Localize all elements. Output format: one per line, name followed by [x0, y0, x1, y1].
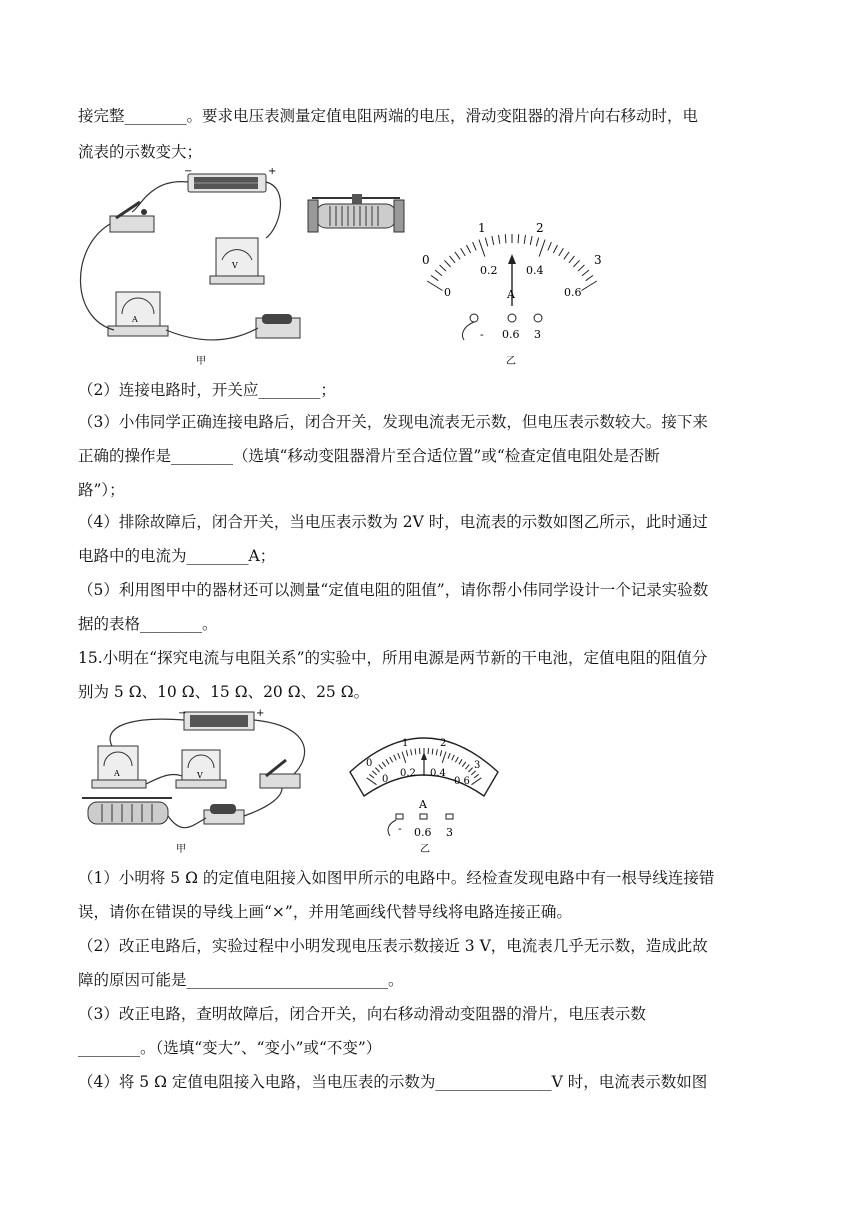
m1-terminal: 3 — [534, 328, 541, 341]
dial-tick — [467, 245, 471, 253]
dial-tick — [574, 260, 580, 267]
q14-sub5-line-2: 据的表格________。 — [78, 615, 218, 633]
ammeter-icon — [92, 746, 146, 788]
dial-tick — [440, 265, 447, 271]
ammeter-icon — [108, 292, 168, 336]
m1-upper-label: 3 — [594, 253, 602, 267]
dial-tick — [569, 256, 575, 263]
svg-text:+: + — [256, 708, 265, 719]
m1-unit: A — [507, 288, 515, 301]
q14-circuit-figure — [70, 168, 310, 368]
m2-terminal: 0.6 — [414, 826, 432, 839]
q14-sub4-line-1: （4）排除故障后，闭合开关，当电压表示数为 2V 时，电流表的示数如图乙所示，此时通过 — [78, 513, 708, 531]
q15-text-line-2: 别为 5 Ω、10 Ω、15 Ω、20 Ω、25 Ω。 — [78, 683, 370, 701]
dial-tick — [582, 281, 597, 291]
dial-tick — [524, 235, 525, 244]
m2-unit: A — [419, 798, 427, 811]
m2-lower-label: 0.6 — [454, 776, 470, 787]
svg-text:+: + — [268, 168, 277, 177]
svg-text:−: − — [184, 168, 193, 177]
fig-jia-label: 甲 — [196, 356, 206, 367]
voltmeter-icon — [210, 238, 264, 284]
dial-tick — [492, 236, 494, 245]
m1-lower-label: 0.2 — [480, 264, 498, 277]
m2-lower-label: 0.4 — [430, 768, 446, 779]
q15-sub2-line-1: （2）改正电路后，实验过程中小明发现电压表示数接近 3 V，电流表几乎无示数，造成此故 — [78, 937, 708, 955]
m1-terminal: 0.6 — [502, 328, 520, 341]
dial-tick — [539, 240, 545, 257]
rheostat-figure — [302, 192, 412, 242]
dial-tick — [479, 240, 485, 257]
svg-text:V: V — [197, 771, 203, 780]
dial-tick — [444, 260, 450, 267]
dial-tick — [530, 236, 532, 245]
q14-text-line-1: 接完整________。要求电压表测量定值电阻两端的电压，滑动变阻器的滑片向右移动时，电 — [78, 107, 699, 125]
m2-terminal: 3 — [446, 826, 453, 839]
resistor-icon — [256, 314, 300, 338]
q14-sub5-line-1: （5）利用图甲中的器材还可以测量“定值电阻的阻值”，请你帮小伟同学设计一个记录实验数 — [78, 581, 709, 599]
q15-sub1-line-2: 误，请你在错误的导线上画“×”，并用笔画线代替导线将电路连接正确。 — [78, 903, 572, 921]
q14-sub3-line-2: 正确的操作是________（选填“移动变阻器滑片至合适位置”或“检查定值电阻处是否断 — [78, 447, 660, 465]
q15-sub4-line-1: （4）将 5 Ω 定值电阻接入电路，当电压表的示数为_______________V 时，电流表示数如图 — [78, 1073, 708, 1091]
m1-upper-label: 0 — [422, 253, 430, 267]
q15-sub1-line-1: （1）小明将 5 Ω 的定值电阻接入如图甲所示的电路中。经检查发现电路中有一根导线连接错 — [78, 869, 715, 887]
q14-sub3-line-3: 路”）； — [78, 481, 125, 499]
dial-tick — [548, 242, 552, 250]
dial-tick — [415, 749, 416, 755]
dial-tick — [536, 238, 538, 247]
m1-terminal: - — [480, 328, 484, 341]
m1-lower-label: 0 — [444, 286, 451, 299]
dial-tick — [485, 238, 487, 247]
m1-lower-label: 0.4 — [526, 264, 544, 277]
m2-terminal: - — [398, 822, 402, 835]
q15-circuit-figure — [72, 706, 322, 856]
m1-lower-label: 0.6 — [564, 286, 582, 299]
dial-tick — [461, 248, 466, 256]
dial-tick — [559, 248, 564, 256]
dial-tick — [564, 252, 569, 259]
q15-sub3-line-1: （3）改正电路，查明故障后，闭合开关，向右移动滑动变阻器的滑片，电压表示数 — [78, 1005, 646, 1023]
dial-tick — [586, 275, 593, 280]
m2-upper-label: 3 — [474, 760, 481, 771]
svg-text:A: A — [132, 315, 138, 324]
m2-lower-label: 0.2 — [400, 768, 416, 779]
m1-upper-label: 2 — [536, 221, 544, 235]
m2-upper-label: 0 — [366, 758, 373, 769]
dial-tick — [505, 234, 506, 243]
fig-jia-label: 甲 — [176, 844, 186, 855]
q14-sub4-line-2: 电路中的电流为________A； — [78, 547, 276, 565]
dial-tick — [450, 256, 456, 263]
q14-sub3-line-1: （3）小伟同学正确连接电路后，闭合开关，发现电流表无示数，但电压表示数较大。接下来 — [78, 413, 708, 431]
q15-text-line-1: 15.小明在“探究电流与电阻关系”的实验中，所用电源是两节新的干电池，定值电阻的阻值分 — [78, 649, 708, 667]
dial-tick — [499, 235, 500, 244]
dial-tick — [435, 270, 442, 276]
q14-sub2: （2）连接电路时，开关应________； — [78, 381, 336, 399]
dial-tick — [518, 234, 519, 243]
svg-text:−: − — [178, 708, 187, 719]
battery-icon — [178, 708, 264, 730]
fig-yi-label: 乙 — [506, 356, 516, 367]
m2-upper-label: 1 — [402, 738, 409, 749]
rheostat-icon — [82, 798, 172, 824]
svg-text:A: A — [114, 769, 120, 778]
q15-sub2-line-2: 障的原因可能是__________________________。 — [78, 971, 404, 989]
m2-lower-label: 0 — [382, 774, 389, 785]
q15-ammeter-dial — [344, 718, 504, 854]
voltmeter-icon — [176, 750, 226, 788]
q14-text-line-2: 流表的示数变大； — [78, 143, 203, 161]
dial-tick — [473, 242, 477, 250]
dial-tick — [578, 265, 585, 271]
battery-icon — [184, 168, 276, 192]
fig-yi-label: 乙 — [420, 844, 430, 854]
dial-tick — [427, 281, 442, 291]
switch-icon — [110, 202, 154, 232]
dial-tick — [431, 275, 438, 280]
dial-tick — [455, 252, 460, 259]
m1-upper-label: 1 — [478, 221, 486, 235]
dial-tick — [553, 245, 557, 253]
q14-ammeter-dial — [414, 214, 614, 374]
resistor-icon — [204, 804, 244, 824]
svg-text:V: V — [232, 261, 238, 270]
dial-tick — [432, 749, 433, 755]
dial-tick — [582, 270, 589, 276]
q15-sub3-line-2: ________。（选填“变大”、“变小”或“不变”） — [78, 1039, 382, 1057]
m2-upper-label: 2 — [440, 738, 447, 749]
